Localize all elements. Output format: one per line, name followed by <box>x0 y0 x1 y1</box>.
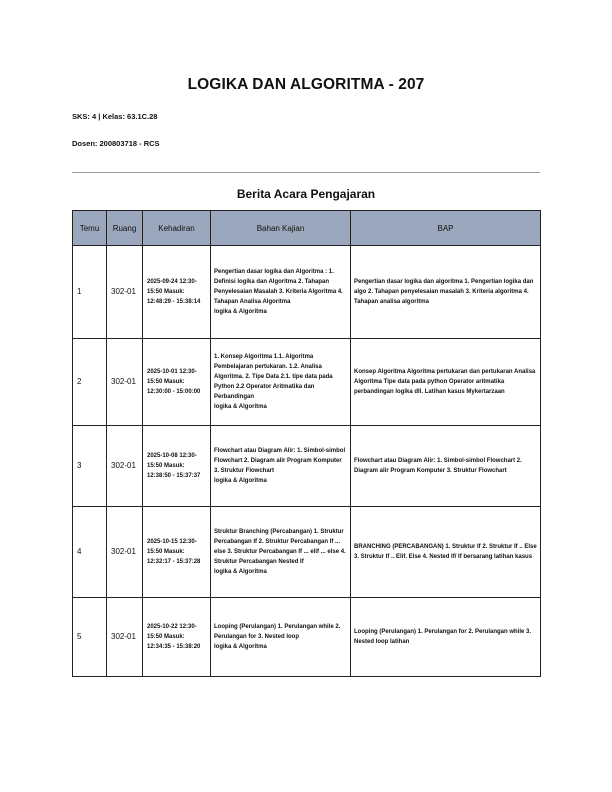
divider <box>72 172 540 173</box>
bahan-text: Pengertian dasar logika dan Algoritma : 1. Definisi logika dan Algoritma 2. Tahapan Penyelesaian Masalah 3. Kriteria Algoritma 4. Tahapan Analisa Algoritma <box>214 269 343 305</box>
section-title: Berita Acara Pengajaran <box>236 187 376 201</box>
table-row <box>73 339 541 426</box>
cell-bap: Pengertian dasar logika dan algoritma 1. Pengertian logika dan algo 2. Tahapan penyelesaian masalah 3. Kriteria algoritma 4. Tahapan analisa algoritma <box>351 246 541 339</box>
cell-ruang: 302-01 <box>107 507 143 598</box>
cell-temu: 1 <box>73 246 107 339</box>
bahan-course: logika & Algoritma <box>214 478 267 484</box>
cell-ruang: 302-01 <box>107 598 143 677</box>
header-bahan-kajian: Bahan Kajian <box>211 211 351 246</box>
berita-acara-table <box>72 210 541 677</box>
table-header-row <box>73 211 541 246</box>
bahan-course: logika & Algoritma <box>214 569 267 575</box>
cell-kehadiran: 2025-10-15 12:30-15:50 Masuk: 12:32:17 - 15:37:28 <box>143 507 211 598</box>
dosen-info: Dosen: 200803718 - RCS <box>72 139 160 148</box>
cell-kehadiran: 2025-10-08 12:30-15:50 Masuk: 12:38:50 - 15:37:37 <box>143 426 211 507</box>
bahan-course: logika & Algoritma <box>214 309 267 315</box>
header-temu: Temu <box>73 211 107 246</box>
cell-temu: 4 <box>73 507 107 598</box>
cell-kehadiran: 2025-10-01 12:30-15:50 Masuk: 12:30:00 - 15:00:00 <box>143 339 211 426</box>
bahan-text: Flowchart atau Diagram Alir: 1. Simbol-simbol Flowchart 2. Diagram alir Program Komputer 3. Struktur Flowchart <box>214 448 346 474</box>
cell-ruang: 302-01 <box>107 426 143 507</box>
cell-bap: Konsep Algoritma Algoritma pertukaran dan pertukaran Analisa Algoritma Tipe data pada python Operator aritmatika perbandingan logika dll. Latihan kasus Mykertarzaan <box>351 339 541 426</box>
bahan-text: Struktur Branching (Percabangan) 1. Struktur Percabangan If 2. Struktur Percabangan If ... else 3. Struktur Percabangan If ... elif ... else 4. Struktur Percabangan Nested If <box>214 529 346 565</box>
cell-temu: 3 <box>73 426 107 507</box>
bahan-course: logika & Algoritma <box>214 404 267 410</box>
cell-bap: Flowchart atau Diagram Alir: 1. Simbol-simbol Flowchart 2. Diagram alir Program Komputer 3. Struktur Flowchart <box>351 426 541 507</box>
bahan-text: Looping (Perulangan) 1. Perulangan while 2. Perulangan for 3. Nested loop <box>214 624 341 640</box>
table-row <box>73 246 541 339</box>
bahan-text: 1. Konsep Algoritma 1.1. Algoritma Pembelajaran pertukaran. 1.2. Analisa Algoritma. 2. Tipe Data 2.1. tipe data pada Python 2.2 Operator Aritmatika dan Perbandingan <box>214 354 333 400</box>
cell-ruang: 302-01 <box>107 246 143 339</box>
cell-temu: 5 <box>73 598 107 677</box>
cell-ruang: 302-01 <box>107 339 143 426</box>
cell-bap: Looping (Perulangan) 1. Perulangan for 2. Perulangan while 3. Nested loop latihan <box>351 598 541 677</box>
bahan-course: logika & Algoritma <box>214 644 267 650</box>
page-title: LOGIKA DAN ALGORITMA - 207 <box>187 76 425 93</box>
table-row <box>73 507 541 598</box>
cell-temu: 2 <box>73 339 107 426</box>
table-row <box>73 426 541 507</box>
cell-bahan-kajian <box>211 507 351 598</box>
cell-bahan-kajian <box>211 246 351 339</box>
header-kehadiran: Kehadiran <box>143 211 211 246</box>
cell-bap: BRANCHING (PERCABANGAN) 1. Struktur If 2. Struktur If .. Else 3. Struktur If .. Elif. Else 4. Nested If/ If bersarang latihan kasus <box>351 507 541 598</box>
cell-bahan-kajian <box>211 339 351 426</box>
header-bap: BAP <box>351 211 541 246</box>
table-row <box>73 598 541 677</box>
cell-bahan-kajian <box>211 598 351 677</box>
sks-kelas-info: SKS: 4 | Kelas: 63.1C.28 <box>72 112 158 121</box>
header-ruang: Ruang <box>107 211 143 246</box>
cell-kehadiran: 2025-09-24 12:30-15:50 Masuk: 12:48:29 - 15:38:14 <box>143 246 211 339</box>
cell-bahan-kajian <box>211 426 351 507</box>
cell-kehadiran: 2025-10-22 12:30-15:50 Masuk: 12:34:35 - 15:38:20 <box>143 598 211 677</box>
